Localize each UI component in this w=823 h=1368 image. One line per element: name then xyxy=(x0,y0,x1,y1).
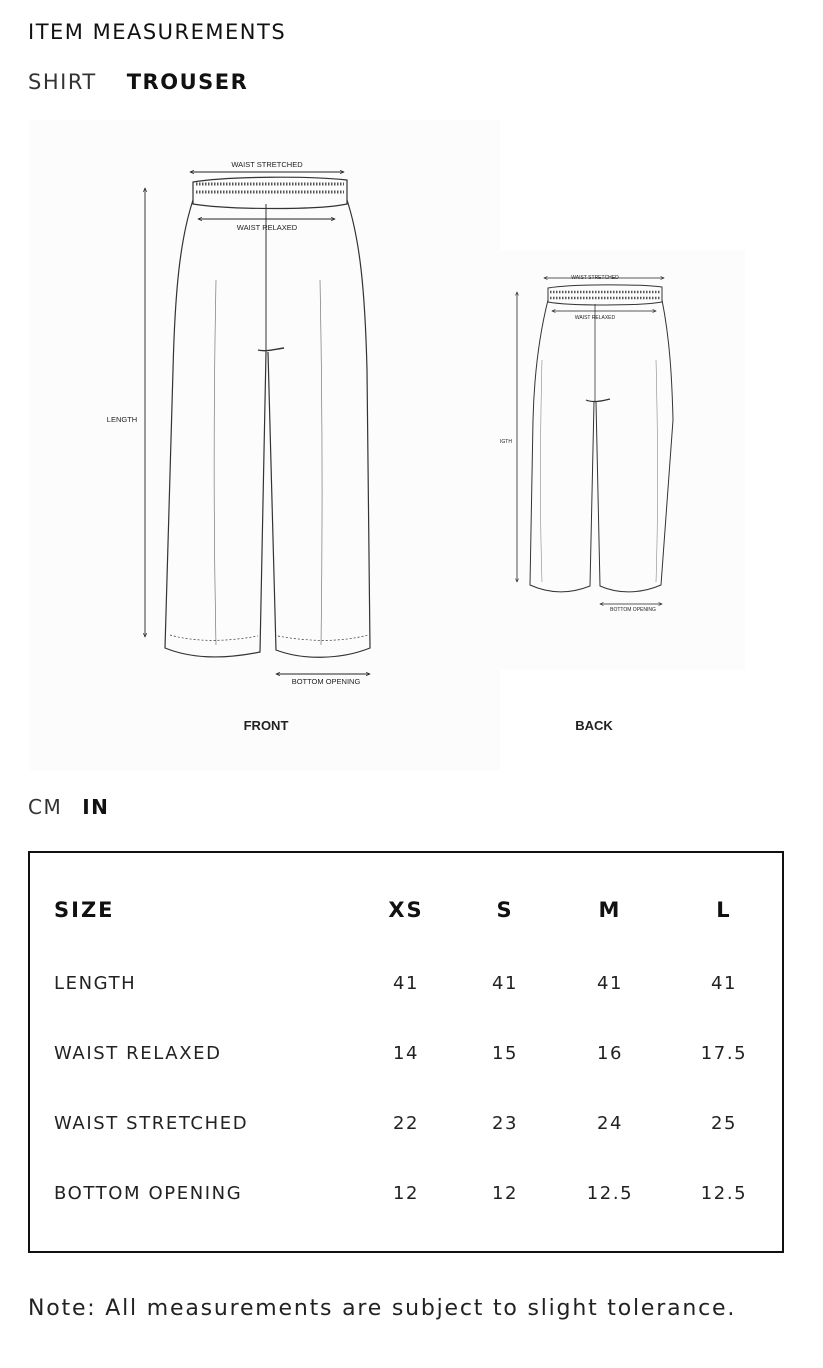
table-cell: 17.5 xyxy=(700,1043,748,1064)
row-label: LENGTH xyxy=(54,973,137,994)
label-bottom-opening: BOTTOM OPENING xyxy=(291,677,361,686)
back-label-length: IGTH xyxy=(500,439,512,445)
table-cell: 41 xyxy=(710,973,738,994)
unit-tab-cm[interactable]: CM xyxy=(28,795,63,819)
table-row xyxy=(30,1183,782,1223)
table-cell: 41 xyxy=(491,973,519,994)
table-cell: 15 xyxy=(491,1043,519,1064)
table-row xyxy=(30,1043,782,1083)
header-s: S xyxy=(496,898,514,922)
table-cell: 25 xyxy=(710,1113,738,1134)
table-cell: 23 xyxy=(491,1113,519,1134)
front-caption: FRONT xyxy=(243,718,289,733)
table-cell: 41 xyxy=(392,973,420,994)
tolerance-note: Note: All measurements are subject to slight tolerance. xyxy=(28,1296,737,1321)
trouser-diagram xyxy=(30,120,745,770)
label-waist-relaxed: WAIST RELAXED xyxy=(236,223,298,232)
page-title: ITEM MEASUREMENTS xyxy=(28,20,287,44)
table-header-row xyxy=(30,898,782,938)
table-cell: 12 xyxy=(491,1183,519,1204)
row-label: WAIST STRETCHED xyxy=(54,1113,249,1134)
table-cell: 12.5 xyxy=(586,1183,634,1204)
header-l: L xyxy=(716,898,732,922)
unit-tabs xyxy=(28,795,109,819)
row-label: BOTTOM OPENING xyxy=(54,1183,243,1204)
table-cell: 24 xyxy=(596,1113,624,1134)
label-length: LENGTH xyxy=(106,415,138,424)
table-row xyxy=(30,1113,782,1153)
tab-trouser[interactable]: TROUSER xyxy=(126,70,249,94)
size-table xyxy=(28,851,784,1253)
table-cell: 22 xyxy=(392,1113,420,1134)
table-cell: 12.5 xyxy=(700,1183,748,1204)
back-caption: BACK xyxy=(575,718,613,733)
tab-shirt[interactable]: SHIRT xyxy=(28,70,97,94)
label-waist-stretched: WAIST STRETCHED xyxy=(231,160,303,169)
header-size: SIZE xyxy=(54,898,115,922)
unit-tab-in[interactable]: IN xyxy=(82,795,110,819)
product-tabs xyxy=(28,70,248,94)
table-cell: 41 xyxy=(596,973,624,994)
table-row xyxy=(30,973,782,1013)
back-label-bottom-opening: BOTTOM OPENING xyxy=(610,607,656,613)
table-cell: 12 xyxy=(392,1183,420,1204)
table-cell: 16 xyxy=(596,1043,624,1064)
back-label-waist-stretched: WAIST STRETCHED xyxy=(571,275,619,281)
table-cell: 14 xyxy=(392,1043,420,1064)
header-xs: XS xyxy=(388,898,424,922)
header-m: M xyxy=(598,898,622,922)
back-label-waist-relaxed: WAIST RELAXED xyxy=(574,315,616,321)
row-label: WAIST RELAXED xyxy=(54,1043,222,1064)
